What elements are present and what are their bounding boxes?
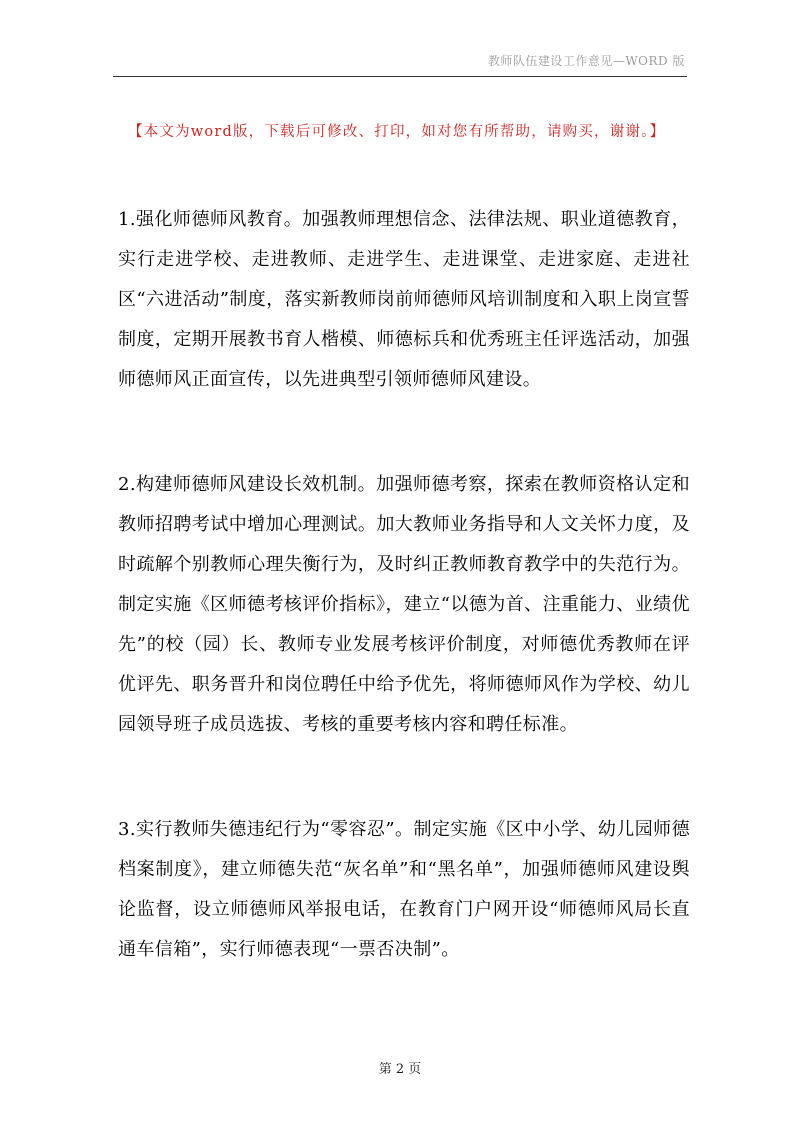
page-number: 第 2 页 <box>378 1062 422 1077</box>
purchase-notice: 【本文为word版，下载后可修改、打印，如对您有所帮助，请购买，谢谢。】 <box>128 124 666 140</box>
paragraph-3: 3.实行教师失德违纪行为“零容忍”。制定实施《区中小学、幼儿园师德档案制度》，建立师德失范“灰名单”和“黑名单”，加强师德师风建设舆论监督，设立师德师风举报电话，在教育门户网开设“师德师风局长直通车信箱”，实行师德表现“一票否决制”。 <box>118 819 690 960</box>
paragraph-1: 1.强化师德师风教育。加强教师理想信念、法律法规、职业道德教育，实行走进学校、走进教师、走进学生、走进课堂、走进家庭、走进社区“六进活动”制度，落实新教师岗前师德师风培训制度和入职上岗宣誓制度，定期开展教书育人楷模、师德标兵和优秀班主任评选活动，加强师德师风正面宣传，以先进典型引领师德师风建设。 <box>118 209 690 390</box>
paragraph-2: 2.构建师德师风建设长效机制。加强师德考察，探索在教师资格认定和教师招聘考试中增加心理测试。加大教师业务指导和人文关怀力度，及时疏解个别教师心理失衡行为，及时纠正教师教育教学中的失范行为。制定实施《区师德考核评价指标》，建立“以德为首、注重能力、业绩优先”的校（园）长、教师专业发展考核评价制度，对师德优秀教师在评优评先、职务晋升和岗位聘任中给予优先，将师德师风作为学校、幼儿园领导班子成员选拔、考核的重要考核内容和聘任标准。 <box>118 474 690 735</box>
header-divider <box>113 76 687 77</box>
header-title: 教师队伍建设工作意见—WORD 版 <box>487 54 685 68</box>
